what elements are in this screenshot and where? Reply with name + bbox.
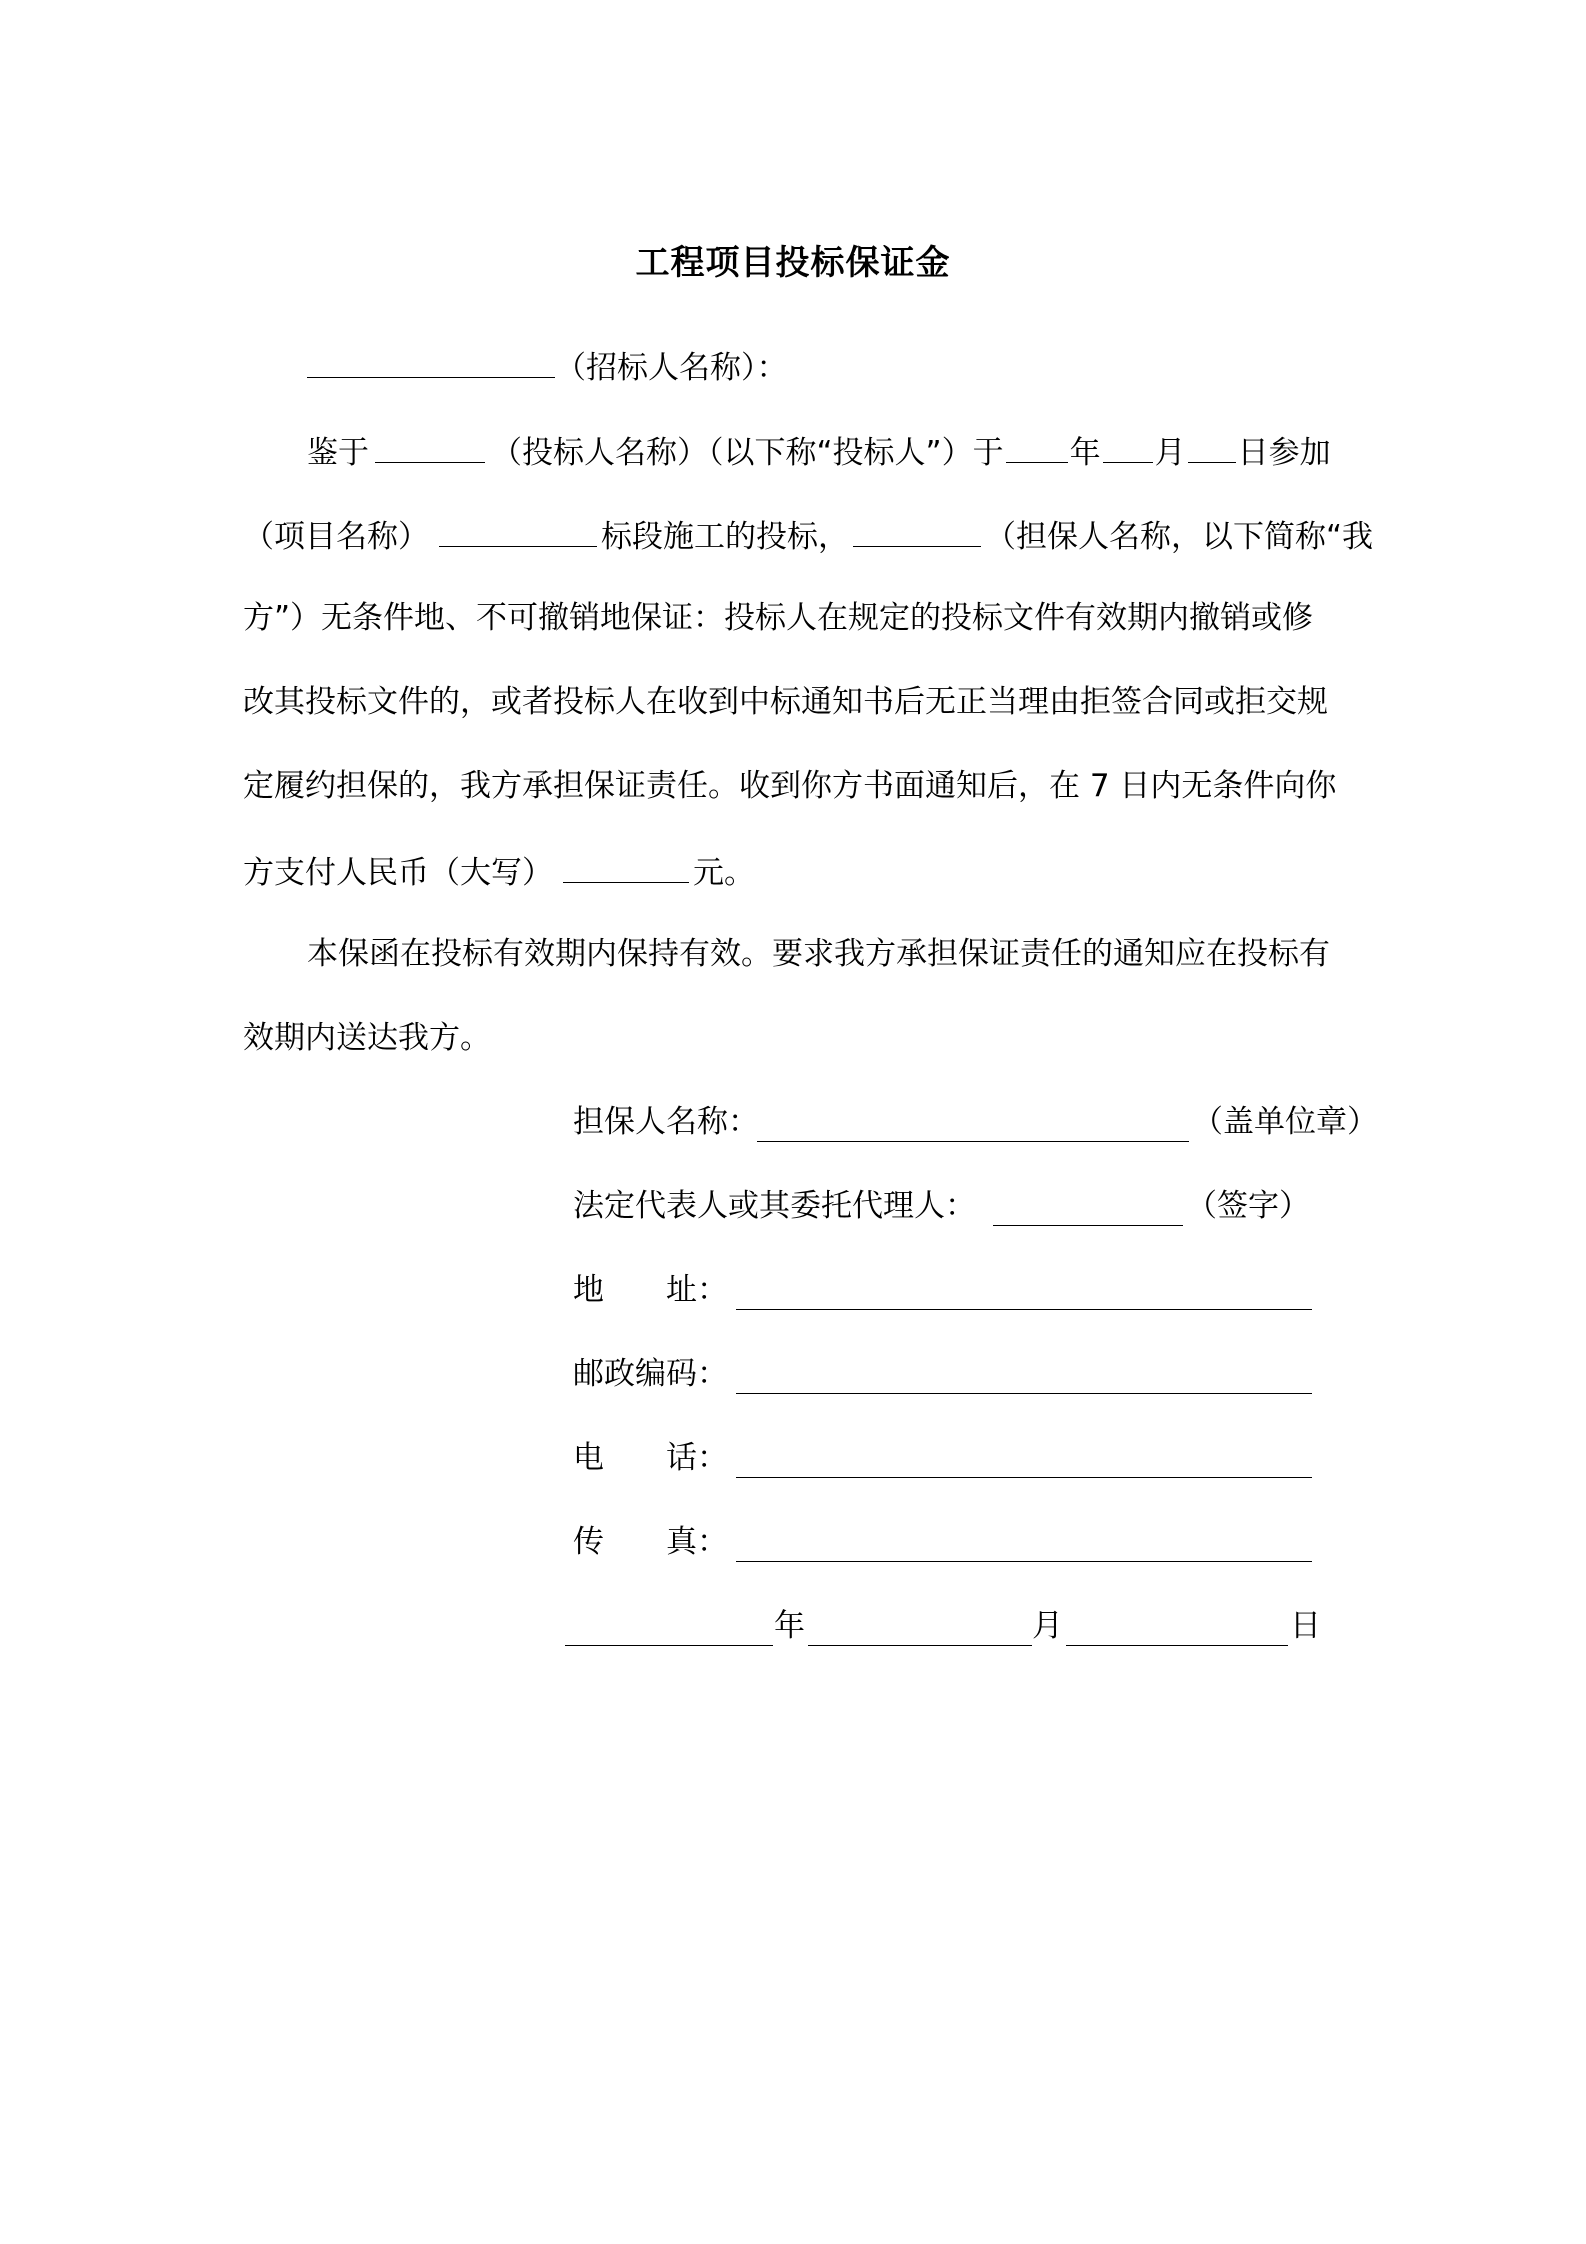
para2-line2: 效期内送达我方。 xyxy=(243,1020,491,1056)
para1-line4: 改其投标文件的，或者投标人在收到中标通知书后无正当理由拒签合同或拒交规 xyxy=(243,684,1328,720)
date-day-label: 日 xyxy=(1290,1608,1321,1644)
year-blank[interactable] xyxy=(1006,428,1068,463)
date-month-label: 月 xyxy=(1032,1608,1063,1644)
guarantor-signature-line[interactable] xyxy=(757,1141,1189,1142)
address-line[interactable] xyxy=(736,1309,1312,1310)
document-title: 工程项目投标保证金 xyxy=(635,243,951,283)
date-month-line[interactable] xyxy=(808,1645,1032,1646)
guarantor-seal-note: （盖单位章） xyxy=(1192,1104,1378,1140)
postcode-line[interactable] xyxy=(736,1393,1312,1394)
month-blank[interactable] xyxy=(1103,428,1153,463)
bidder-name-blank[interactable] xyxy=(375,428,485,463)
salutation-suffix: （招标人名称）： xyxy=(555,350,788,386)
amount-blank[interactable] xyxy=(563,848,689,883)
para2-line1: 本保函在投标有效期内保持有效。要求我方承担保证责任的通知应在投标有 xyxy=(307,936,1330,972)
text-guarantor-label: （担保人名称，以下简称“我 xyxy=(985,519,1374,555)
text-year: 年 xyxy=(1069,435,1101,471)
guarantor-label: 担保人名称： xyxy=(573,1104,759,1140)
guarantor-name-blank[interactable] xyxy=(853,512,981,547)
representative-signature-line[interactable] xyxy=(993,1225,1183,1226)
date-day-line[interactable] xyxy=(1066,1645,1288,1646)
date-year-label: 年 xyxy=(774,1608,805,1644)
representative-label: 法定代表人或其委托代理人： xyxy=(573,1188,976,1224)
date-year-line[interactable] xyxy=(565,1645,773,1646)
para1-line6 xyxy=(243,848,755,892)
salutation-line xyxy=(307,343,788,387)
text-section: 标段施工的投标， xyxy=(601,519,849,555)
phone-label: 电 话： xyxy=(573,1440,728,1476)
text-jianyu: 鉴于 xyxy=(307,435,369,471)
text-day-join: 日参加 xyxy=(1237,435,1331,471)
representative-sign-note: （签字） xyxy=(1186,1188,1310,1224)
para1-line3: 方”）无条件地、不可撤销地保证：投标人在规定的投标文件有效期内撤销或修 xyxy=(243,600,1314,636)
phone-line[interactable] xyxy=(736,1477,1312,1478)
postcode-label: 邮政编码： xyxy=(573,1356,728,1392)
para1-line2 xyxy=(243,512,1373,556)
fax-label: 传 真： xyxy=(573,1524,728,1560)
project-name-blank[interactable] xyxy=(439,512,597,547)
fax-line[interactable] xyxy=(736,1561,1312,1562)
address-label: 地 址： xyxy=(573,1272,728,1308)
text-bidder-label: （投标人名称）（以下称“投标人”）于 xyxy=(491,435,1004,471)
text-yuan: 元。 xyxy=(693,855,755,891)
text-month: 月 xyxy=(1154,435,1186,471)
text-pay-rmb: 方支付人民币（大写） xyxy=(243,855,553,891)
para1-line5: 定履约担保的，我方承担保证责任。收到你方书面通知后，在 7 日内无条件向你 xyxy=(243,768,1337,804)
tenderer-name-blank[interactable] xyxy=(307,343,555,378)
text-project-name: （项目名称） xyxy=(243,519,429,555)
day-blank[interactable] xyxy=(1188,428,1236,463)
para1-line1 xyxy=(307,428,1331,472)
